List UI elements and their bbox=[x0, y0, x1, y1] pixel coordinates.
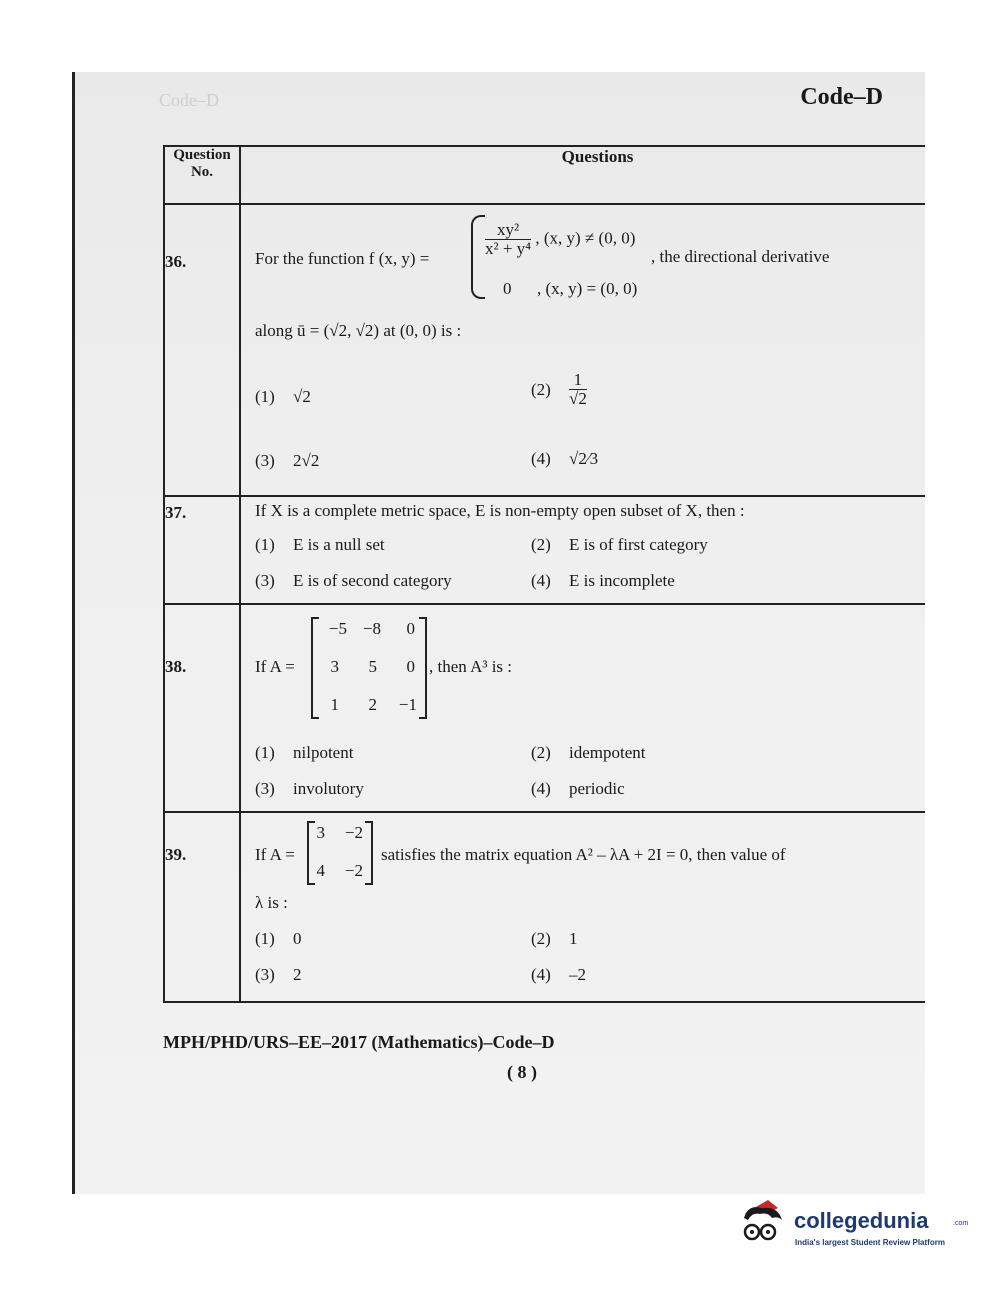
fraction-denominator: √2 bbox=[569, 389, 587, 408]
option-number: (2) bbox=[531, 535, 551, 554]
option-text: periodic bbox=[569, 779, 625, 798]
question-row-37 bbox=[164, 496, 925, 604]
collegedunia-watermark bbox=[738, 1198, 968, 1258]
matrix-cell: −1 bbox=[398, 695, 417, 714]
q39-stem-prefix: If A = bbox=[255, 845, 295, 864]
option-number: (2) bbox=[531, 379, 551, 399]
matrix-cell: 3 bbox=[316, 823, 325, 842]
q36-option-4 bbox=[531, 449, 598, 469]
q39-option-1 bbox=[255, 929, 302, 949]
q39-stem-suffix: satisfies the matrix equation A² – λA + 2I = 0, then value of bbox=[381, 845, 786, 864]
option-text: E is a null set bbox=[293, 535, 385, 554]
option-text: E is incomplete bbox=[569, 571, 675, 590]
q36-case2-condition: , (x, y) = (0, 0) bbox=[537, 279, 638, 298]
option-number: (3) bbox=[255, 965, 275, 984]
option-text: involutory bbox=[293, 779, 364, 798]
q38-option-2 bbox=[531, 743, 645, 763]
questions-table bbox=[163, 145, 925, 1003]
matrix-cell: −5 bbox=[328, 619, 347, 638]
header-no-line1: Question bbox=[173, 147, 231, 163]
option-number: (4) bbox=[531, 965, 551, 984]
q36-case1 bbox=[485, 221, 635, 258]
q37-stem: If X is a complete metric space, E is non-empty open subset of X, then : bbox=[255, 501, 745, 520]
option-text: √2 bbox=[293, 387, 311, 406]
option-text: –2 bbox=[569, 965, 586, 984]
option-number: (3) bbox=[255, 571, 275, 590]
option-number: (3) bbox=[255, 779, 275, 798]
option-text: E is of second category bbox=[293, 571, 452, 590]
question-row-38 bbox=[164, 604, 925, 812]
q39-option-4 bbox=[531, 965, 586, 985]
q38-option-3 bbox=[255, 779, 364, 799]
option-text: 0 bbox=[293, 929, 302, 948]
page-number: ( 8 ) bbox=[507, 1062, 537, 1082]
header-no-line2: No. bbox=[190, 164, 214, 180]
table-header-row bbox=[164, 146, 925, 204]
q36-case1-condition: , (x, y) ≠ (0, 0) bbox=[535, 228, 636, 248]
paper-code-label: Code–D bbox=[800, 84, 883, 110]
q37-option-4 bbox=[531, 571, 675, 591]
option-text: E is of first category bbox=[569, 535, 708, 554]
q37-option-1 bbox=[255, 535, 385, 555]
matrix-cell: −2 bbox=[344, 823, 363, 842]
q36-stem-prefix: For the function f (x, y) = bbox=[255, 249, 430, 268]
option-text: 2 bbox=[293, 965, 302, 984]
option-number: (4) bbox=[531, 449, 551, 468]
option-number: (3) bbox=[255, 451, 275, 470]
brand-dotcom: .com bbox=[953, 1220, 969, 1227]
q36-number: 36. bbox=[165, 252, 187, 271]
matrix-cell: 3 bbox=[330, 657, 339, 676]
question-number bbox=[164, 604, 240, 812]
matrix-cell: −2 bbox=[344, 861, 363, 880]
option-number: (1) bbox=[255, 929, 275, 948]
q39-matrix-right-bracket bbox=[365, 821, 373, 885]
q38-number: 38. bbox=[165, 657, 187, 676]
matrix-cell: 1 bbox=[330, 695, 339, 714]
mascot-logo-icon bbox=[738, 1198, 792, 1248]
brand-name: collegedunia bbox=[794, 1208, 929, 1233]
option-number: (2) bbox=[531, 743, 551, 762]
option-number: (4) bbox=[531, 779, 551, 798]
option-number: (1) bbox=[255, 743, 275, 762]
q36-case1-fraction bbox=[485, 221, 531, 258]
question-body-39 bbox=[240, 812, 925, 1002]
q36-case1-numerator: xy² bbox=[485, 221, 531, 240]
scanned-page bbox=[72, 72, 925, 1194]
q36-piecewise-brace bbox=[471, 215, 485, 299]
q36-option-3 bbox=[255, 451, 319, 471]
option-number: (2) bbox=[531, 929, 551, 948]
q36-option-2 bbox=[531, 371, 587, 408]
question-row-36 bbox=[164, 204, 925, 496]
option-text: √2⁄3 bbox=[569, 449, 599, 468]
q39-option-3 bbox=[255, 965, 302, 985]
matrix-cell: 5 bbox=[368, 657, 377, 676]
q39-option-2 bbox=[531, 929, 578, 949]
question-number bbox=[164, 496, 240, 604]
option-text: idempotent bbox=[569, 743, 646, 762]
option-text: 1 bbox=[569, 929, 578, 948]
q39-stem-line2: λ is : bbox=[255, 893, 288, 912]
matrix-cell: 2 bbox=[368, 695, 377, 714]
matrix-cell: 0 bbox=[406, 657, 415, 676]
q36-case1-denominator: x² + y⁴ bbox=[485, 239, 532, 258]
q38-option-1 bbox=[255, 743, 353, 763]
option-text: nilpotent bbox=[293, 743, 354, 762]
question-number bbox=[164, 812, 240, 1002]
option-number: (1) bbox=[255, 387, 275, 406]
option-text: 2√2 bbox=[293, 451, 320, 470]
q36-stem-line2: along ū = (√2, √2) at (0, 0) is : bbox=[255, 321, 462, 340]
q38-matrix-right-bracket bbox=[419, 617, 427, 719]
q38-stem-suffix: , then A³ is : bbox=[429, 657, 513, 676]
matrix-cell: 0 bbox=[406, 619, 415, 638]
header-question-no bbox=[164, 146, 240, 204]
question-body-37 bbox=[240, 496, 925, 604]
q38-stem-prefix: If A = bbox=[255, 657, 295, 676]
q36-option-1 bbox=[255, 387, 311, 407]
fraction-numerator: 1 bbox=[569, 371, 587, 390]
q37-option-2 bbox=[531, 535, 708, 555]
question-body-36 bbox=[240, 204, 925, 496]
brand-tagline: India's largest Student Review Platform bbox=[795, 1238, 945, 1247]
header-questions: Questions bbox=[240, 146, 925, 204]
option-number: (1) bbox=[255, 535, 275, 554]
q36-case2-value: 0 bbox=[503, 279, 512, 298]
paper-footer: MPH/PHD/URS–EE–2017 (Mathematics)–Code–D bbox=[163, 1032, 555, 1052]
question-row-39 bbox=[164, 812, 925, 1002]
q37-option-3 bbox=[255, 571, 452, 591]
bleed-through-text: Code–D bbox=[159, 90, 219, 110]
matrix-cell: −8 bbox=[362, 619, 381, 638]
question-body-38 bbox=[240, 604, 925, 812]
q36-option-2-fraction bbox=[569, 371, 587, 408]
q37-number: 37. bbox=[165, 503, 187, 522]
q38-option-4 bbox=[531, 779, 625, 799]
q39-number: 39. bbox=[165, 845, 187, 864]
question-number bbox=[164, 204, 240, 496]
option-number: (4) bbox=[531, 571, 551, 590]
q36-stem-suffix: , the directional derivative bbox=[651, 247, 830, 266]
matrix-cell: 4 bbox=[316, 861, 325, 880]
